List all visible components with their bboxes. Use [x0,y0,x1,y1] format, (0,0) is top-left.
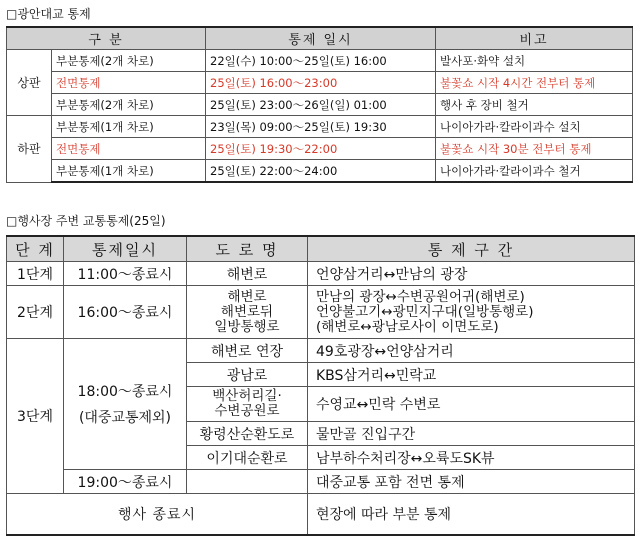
row-type: 부분통제(1개 차로) [52,116,206,138]
bridge-control-table [6,26,633,183]
control-section: 수영교↔민락 수변로 [308,387,635,422]
row-type: 부분통제(1개 차로) [52,160,206,183]
row-type: 전면통제 [52,72,206,94]
row-note: 발사포·화약 설치 [436,50,633,72]
road-name: 해변로 연장 [187,339,308,363]
row-note: 나이아가라·칼라이과수 설치 [436,116,633,138]
row-time: 25일(토) 22:00～24:00 [206,160,436,183]
section-line: 만남의 광장↔수변공원어귀(해변로) [316,288,525,305]
stage-time-sub: (대중교통제외) [78,410,172,426]
header-category: 구 분 [7,27,206,50]
header-note: 비고 [436,27,633,50]
table-row [7,470,635,494]
header-section: 통 제 구 간 [308,236,635,262]
control-section: 49호광장↔언양삼거리 [308,339,635,363]
section-title-bridge: □광안대교 통제 [6,7,91,21]
table-row [7,50,633,72]
venue-traffic-table [6,235,635,536]
control-section: 물만골 진입구간 [308,422,635,446]
road-name: 해변로 [187,262,308,286]
row-time: 25일(토) 16:00～23:00 [206,72,436,94]
stage-label: 3단계 [7,339,64,494]
road-name [187,470,308,494]
table-row [7,262,635,286]
table-row [7,72,633,94]
header-stage: 단 계 [7,236,64,262]
header-road: 도 로 명 [187,236,308,262]
row-note: 불꽃쇼 시작 4시간 전부터 통제 [436,72,633,94]
stage-time: 16:00～종료시 [64,286,187,339]
control-section [308,286,635,339]
stage-time [64,339,187,470]
control-section: 대중교통 포함 전면 통제 [308,470,635,494]
stage-time-main: 18:00～종료시 [77,384,173,400]
header-control-time: 통제 일시 [206,27,436,50]
table-row [7,339,635,363]
stage-label: 1단계 [7,262,64,286]
row-time: 22일(수) 10:00～25일(토) 16:00 [206,50,436,72]
row-type: 부분통제(2개 차로) [52,50,206,72]
table-row [7,94,633,116]
control-section: KBS삼거리↔민락교 [308,363,635,387]
road-name: 광남로 [187,363,308,387]
road-name [187,387,308,422]
group-lower-deck: 하판 [7,116,52,183]
stage-time: 19:00～종료시 [64,470,187,494]
table-row [7,138,633,160]
row-note: 불꽃쇼 시작 30분 전부터 통제 [436,138,633,160]
road-line: 수변공원로 [214,403,280,419]
table-row [7,116,633,138]
group-upper-deck: 상판 [7,50,52,116]
road-line: 일방통행로 [214,318,280,335]
stage-time: 11:00～종료시 [64,262,187,286]
section-line: 언양불고기↔광민지구대(일방통행로) [316,303,534,320]
road-line: 백산허리길· [212,388,282,404]
control-section: 언양삼거리↔만남의 광장 [308,262,635,286]
control-section: 남부하수처리장↔오륙도SK뷰 [308,446,635,470]
road-line: 해변로뒤 [220,303,274,320]
row-time: 25일(토) 19:30～22:00 [206,138,436,160]
header-time: 통제일시 [64,236,187,262]
table-row [7,286,635,339]
road-name: 황령산순환도로 [187,422,308,446]
road-name: 이기대순환로 [187,446,308,470]
table-row [7,494,635,536]
row-time: 25일(토) 23:00～26일(일) 01:00 [206,94,436,116]
row-time: 23일(목) 09:00～25일(토) 19:30 [206,116,436,138]
road-line: 해변로 [227,288,267,305]
end-label: 행사 종료시 [7,494,308,536]
stage-label: 2단계 [7,286,64,339]
section-line: (해변로↔광남로사이 이면도로) [316,318,499,335]
row-note: 나이아가라·칼라이과수 철거 [436,160,633,183]
row-note: 행사 후 장비 철거 [436,94,633,116]
control-section: 현장에 따라 부분 통제 [308,494,635,536]
row-type: 전면통제 [52,138,206,160]
table-row [7,160,633,183]
road-name [187,286,308,339]
section-title-venue: □행사장 주변 교통통제(25일) [6,214,166,228]
row-type: 부분통제(2개 차로) [52,94,206,116]
